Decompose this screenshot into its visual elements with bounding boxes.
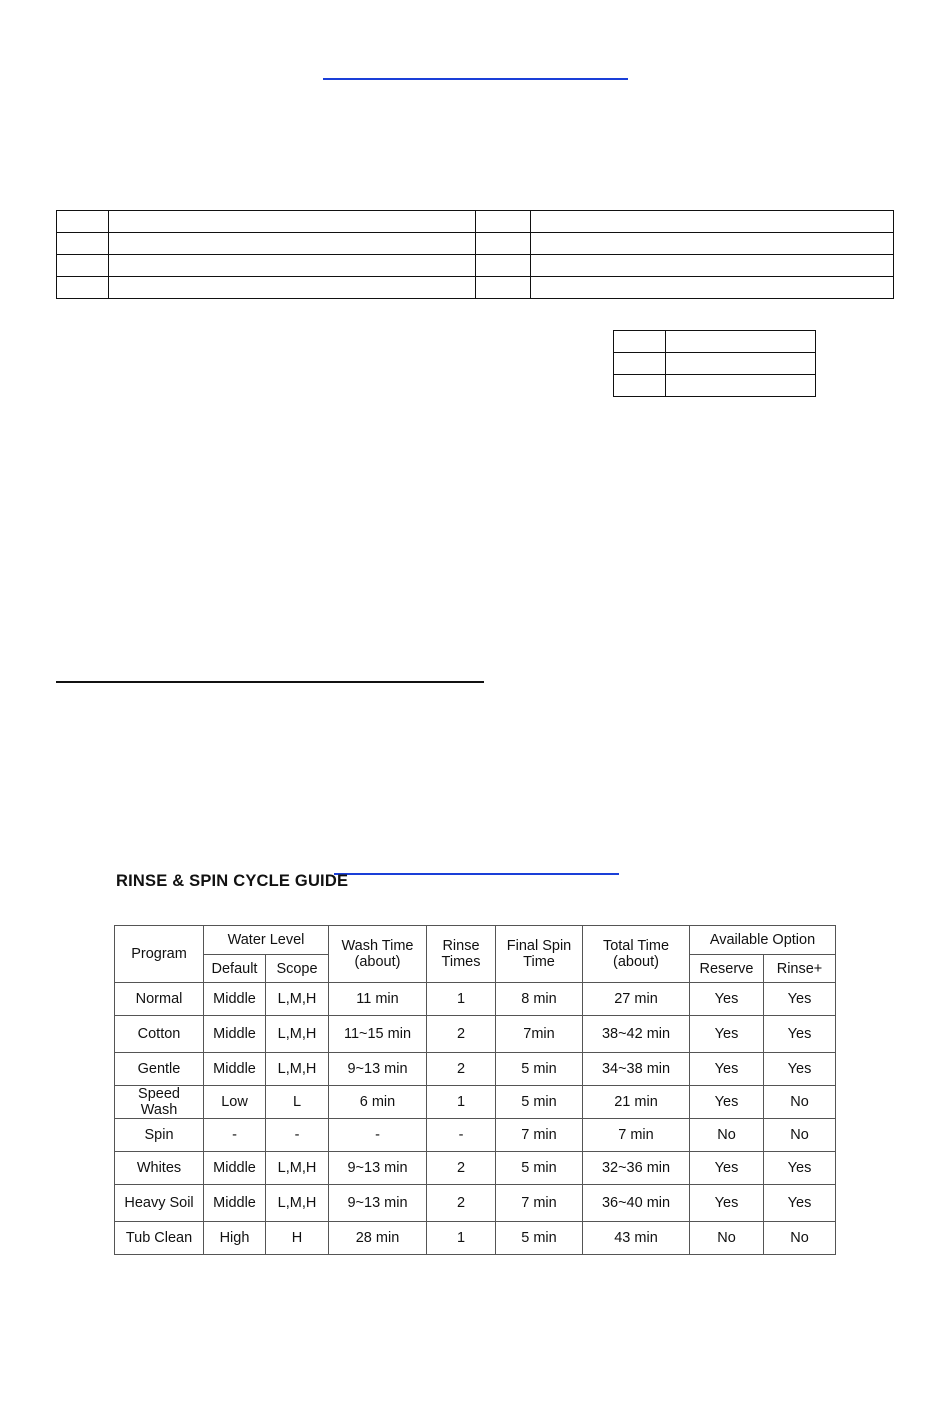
cell-wash: 11 min [329,983,427,1016]
cell-scope: L,M,H [266,1016,329,1053]
cell-total: 43 min [583,1222,690,1255]
cell-scope: - [266,1119,329,1152]
cell-default: Low [204,1086,266,1119]
cell-reserve: No [690,1222,764,1255]
cell-rinse-plus: Yes [764,983,836,1016]
cell-scope: L [266,1086,329,1119]
guide-link-underline [334,873,619,875]
cell-default: Middle [204,1016,266,1053]
cell-spin: 7 min [496,1185,583,1222]
cell-program: Spin [115,1119,204,1152]
table-row [115,1119,836,1152]
cell-rinse: 2 [427,1053,496,1086]
cell-spin: 7min [496,1016,583,1053]
cell-program: Speed Wash [138,1086,180,1118]
cell-scope: L,M,H [266,983,329,1016]
table-row [115,1222,836,1255]
table-row [115,1185,836,1222]
cell-spin: 5 min [496,1086,583,1119]
header-scope: Scope [266,955,329,983]
cell-reserve: Yes [690,983,764,1016]
empty-grid-large [56,210,894,299]
cell-total: 38~42 min [583,1016,690,1053]
top-link-underline [323,78,628,80]
cell-default: High [204,1222,266,1255]
cell-total: 36~40 min [583,1185,690,1222]
cell-rinse: 2 [427,1185,496,1222]
cell-rinse-plus: Yes [764,1185,836,1222]
cell-reserve: Yes [690,1185,764,1222]
cell-total: 7 min [583,1119,690,1152]
cell-rinse: 2 [427,1016,496,1053]
cell-rinse: 1 [427,983,496,1016]
header-program: Program [115,926,204,983]
cell-default: Middle [204,983,266,1016]
cell-program: Normal [115,983,204,1016]
cell-rinse-plus: No [764,1222,836,1255]
cell-program: Tub Clean [115,1222,204,1255]
cell-total: 21 min [583,1086,690,1119]
cell-spin: 5 min [496,1053,583,1086]
cell-wash: 9~13 min [329,1053,427,1086]
header-wash-time: Wash Time (about) [341,938,414,970]
table-row [115,1053,836,1086]
cell-program: Heavy Soil [115,1185,204,1222]
cell-spin: 8 min [496,983,583,1016]
cell-rinse: 1 [427,1086,496,1119]
cell-rinse: - [427,1119,496,1152]
cell-default: Middle [204,1152,266,1185]
cell-reserve: Yes [690,1152,764,1185]
cell-total: 34~38 min [583,1053,690,1086]
cell-reserve: Yes [690,1053,764,1086]
cell-program: Gentle [115,1053,204,1086]
header-total-time: Total Time (about) [602,938,670,970]
cell-rinse: 2 [427,1152,496,1185]
cell-wash: - [329,1119,427,1152]
cell-wash: 9~13 min [329,1185,427,1222]
section-title: RINSE & SPIN CYCLE GUIDE [116,872,349,890]
cycle-guide-table [114,925,836,1255]
header-rinse-times: Rinse Times [441,938,481,970]
header-default: Default [204,955,266,983]
section-rule [56,681,484,683]
cell-reserve: No [690,1119,764,1152]
cell-spin: 5 min [496,1222,583,1255]
table-row [115,1152,836,1185]
empty-grid-small [613,330,816,397]
cell-rinse-plus: No [764,1119,836,1152]
header-available-option: Available Option [690,926,836,955]
cell-spin: 7 min [496,1119,583,1152]
cell-rinse-plus: Yes [764,1053,836,1086]
cell-total: 32~36 min [583,1152,690,1185]
cell-scope: H [266,1222,329,1255]
table-row [115,983,836,1016]
cell-default: - [204,1119,266,1152]
cell-default: Middle [204,1185,266,1222]
cell-reserve: Yes [690,1086,764,1119]
cell-program: Cotton [115,1016,204,1053]
header-reserve: Reserve [690,955,764,983]
header-rinse-plus: Rinse+ [764,955,836,983]
cell-spin: 5 min [496,1152,583,1185]
cell-default: Middle [204,1053,266,1086]
cell-wash: 9~13 min [329,1152,427,1185]
cell-scope: L,M,H [266,1152,329,1185]
cell-rinse-plus: Yes [764,1016,836,1053]
cell-scope: L,M,H [266,1053,329,1086]
cell-total: 27 min [583,983,690,1016]
table-row [115,1016,836,1053]
table-row [115,1086,836,1119]
cell-wash: 11~15 min [329,1016,427,1053]
cell-rinse: 1 [427,1222,496,1255]
cell-reserve: Yes [690,1016,764,1053]
cell-rinse-plus: Yes [764,1152,836,1185]
cell-scope: L,M,H [266,1185,329,1222]
cell-wash: 28 min [329,1222,427,1255]
header-water-level: Water Level [204,926,329,955]
cell-rinse-plus: No [764,1086,836,1119]
header-final-spin: Final Spin Time [506,938,572,970]
cell-program: Whites [115,1152,204,1185]
cell-wash: 6 min [329,1086,427,1119]
